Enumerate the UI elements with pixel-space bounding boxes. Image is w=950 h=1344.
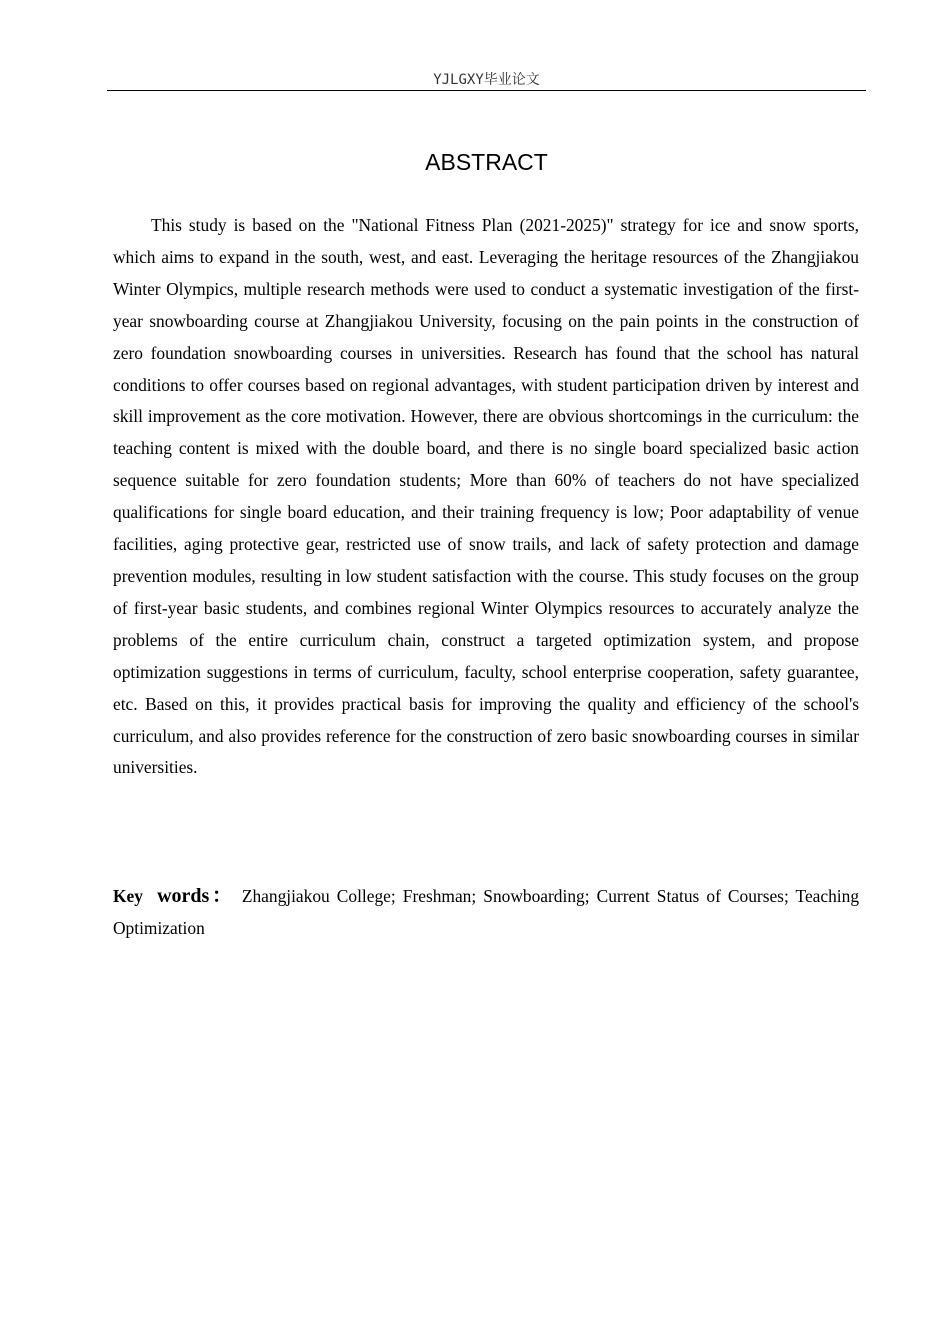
- keywords-label-key: Key: [113, 886, 143, 906]
- running-header: YJLGXY毕业论文: [107, 70, 866, 91]
- abstract-body: This study is based on the "National Fitness Plan (2021-2025)" strategy for ice and snow sports, which aims to expand in the south, west, and east. Leveraging the heritage resources of the Zhangjiakou Winter Olympics, multiple research methods were used to conduct a systematic investigation of the first-year snowboarding course at Zhangjiakou University, focusing on the pain points in the construction of zero foundation snowboarding courses in universities. Research has found that the school has natural conditions to offer courses based on regional advantages, with student participation driven by interest and skill improvement as the core motivation. However, there are obvious shortcomings in the curriculum: the teaching content is mixed with the double board, and there is no single board specialized basic action sequence suitable for zero foundation students; More than 60% of teachers do not have specialized qualifications for single board education, and their training frequency is low; Poor adaptability of venue facilities, aging protective gear, restricted use of snow trails, and lack of safety protection and damage prevention modules, resulting in low student satisfaction with the course. This study focuses on the group of first-year basic students, and combines regional Winter Olympics resources to accurately analyze the problems of the entire curriculum chain, construct a targeted optimization system, and propose optimization suggestions in terms of curriculum, faculty, school enterprise cooperation, safety guarantee, etc. Based on this, it provides practical basis for improving the quality and efficiency of the school's curriculum, and also provides reference for the construction of zero basic snowboarding courses in similar universities.: [113, 215, 859, 778]
- keywords-label-words: words：: [157, 885, 235, 907]
- keywords-label: [113, 886, 235, 906]
- keywords-text: Zhangjiakou College; Freshman; Snowboarding; Current Status of Courses; Teaching Optimization: [113, 886, 860, 938]
- keywords-paragraph: [113, 881, 859, 944]
- abstract-title: ABSTRACT: [425, 149, 548, 175]
